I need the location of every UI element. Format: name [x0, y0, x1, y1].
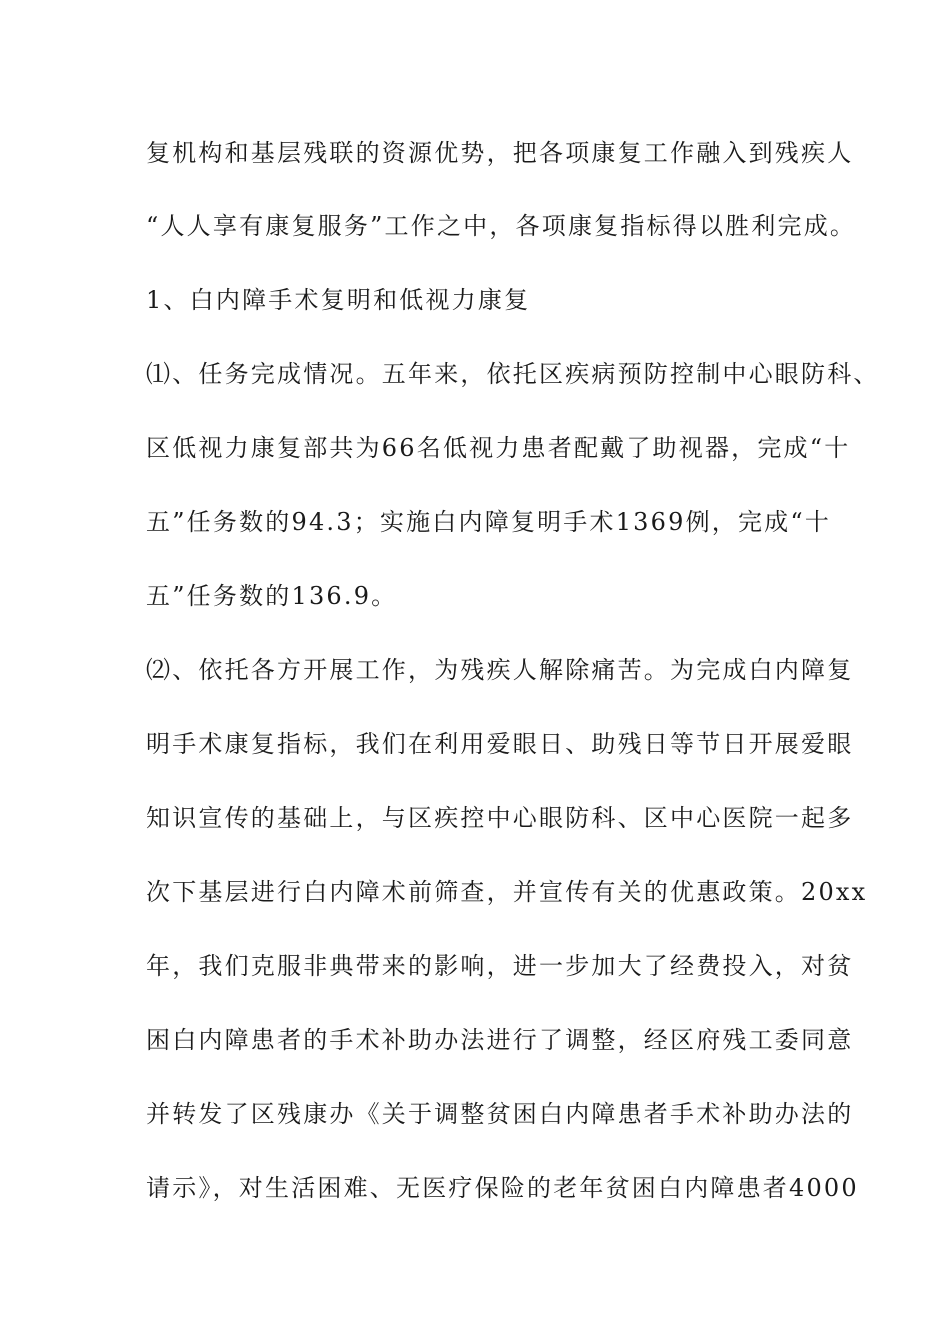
text-line: “人人享有康复服务”工作之中，各项康复指标得以胜利完成。 [146, 212, 857, 240]
text-line: 五”任务数的94.3；实施白内障复明手术1369例，完成“十 [146, 508, 832, 536]
text-line: 五”任务数的136.9。 [146, 582, 398, 610]
text-line: 明手术康复指标，我们在利用爱眼日、助残日等节日开展爱眼 [146, 730, 854, 758]
text-line: ⑵、依托各方开展工作，为残疾人解除痛苦。为完成白内障复 [146, 656, 854, 684]
text-line: 年，我们克服非典带来的影响，进一步加大了经费投入，对贫 [146, 952, 854, 980]
text-line: 请示》，对生活困难、无医疗保险的老年贫困白内障患者4000 [146, 1174, 859, 1202]
text-line: 区低视力康复部共为66名低视力患者配戴了助视器，完成“十 [146, 434, 851, 462]
section-heading: 1、白内障手术复明和低视力康复 [146, 286, 531, 314]
text-line: 并转发了区残康办《关于调整贫困白内障患者手术补助办法的 [146, 1100, 854, 1128]
text-line: 困白内障患者的手术补助办法进行了调整，经区府残工委同意 [146, 1026, 854, 1054]
text-line: 知识宣传的基础上，与区疾控中心眼防科、区中心医院一起多 [146, 804, 854, 832]
text-line: 次下基层进行白内障术前筛查，并宣传有关的优惠政策。20xx [146, 878, 868, 906]
text-line: ⑴、任务完成情况。五年来，依托区疾病预防控制中心眼防科、 [146, 360, 880, 388]
text-line: 复机构和基层残联的资源优势，把各项康复工作融入到残疾人 [146, 139, 854, 167]
